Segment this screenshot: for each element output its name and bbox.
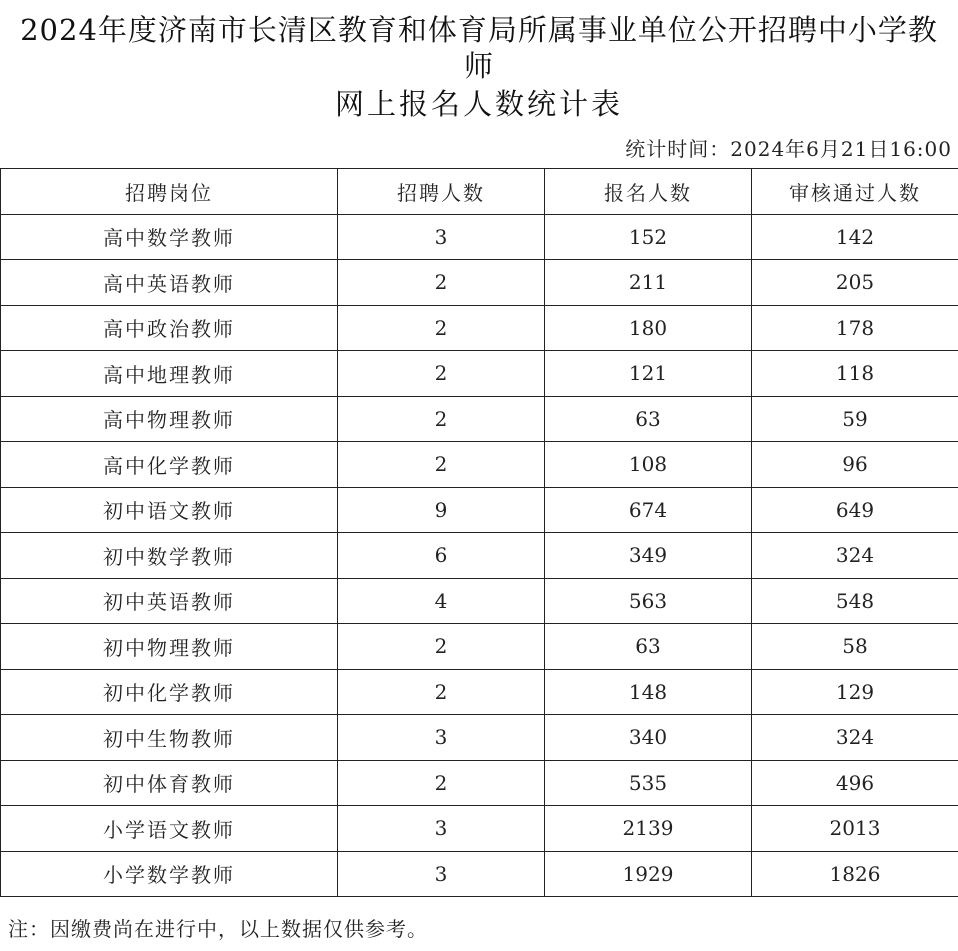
openings-cell: 2 [338,624,545,670]
applicants-cell: 152 [545,214,752,260]
applicants-cell: 535 [545,760,752,806]
position-cell: 小学数学教师 [1,851,338,897]
approved-cell: 178 [752,305,958,351]
applicants-cell: 63 [545,624,752,670]
applicants-cell: 148 [545,669,752,715]
approved-cell: 2013 [752,806,958,852]
openings-cell: 2 [338,351,545,397]
position-cell: 初中物理教师 [1,624,338,670]
openings-cell: 3 [338,851,545,897]
table-row [1,806,958,852]
header-approved: 审核通过人数 [752,169,958,215]
openings-cell: 3 [338,715,545,761]
header-openings: 招聘人数 [338,169,545,215]
position-cell: 高中地理教师 [1,351,338,397]
openings-cell: 2 [338,396,545,442]
approved-cell: 129 [752,669,958,715]
openings-cell: 2 [338,669,545,715]
table-row [1,305,958,351]
table-row [1,351,958,397]
approved-cell: 324 [752,715,958,761]
table-row [1,715,958,761]
position-cell: 初中化学教师 [1,669,338,715]
approved-cell: 1826 [752,851,958,897]
applicants-cell: 108 [545,442,752,488]
position-cell: 初中体育教师 [1,760,338,806]
position-cell: 高中政治教师 [1,305,338,351]
table-row [1,442,958,488]
table-row [1,669,958,715]
applicants-cell: 121 [545,351,752,397]
table-row [1,533,958,579]
position-cell: 高中物理教师 [1,396,338,442]
table-row [1,624,958,670]
openings-cell: 2 [338,260,545,306]
header-position: 招聘岗位 [1,169,338,215]
table-row [1,760,958,806]
position-cell: 高中英语教师 [1,260,338,306]
table-row [1,214,958,260]
position-cell: 初中英语教师 [1,578,338,624]
approved-cell: 496 [752,760,958,806]
openings-cell: 2 [338,442,545,488]
registration-statistics-table [0,168,958,897]
openings-cell: 2 [338,305,545,351]
table-row [1,487,958,533]
applicants-cell: 63 [545,396,752,442]
openings-cell: 3 [338,806,545,852]
position-cell: 高中数学教师 [1,214,338,260]
page-title-line-2: 师 [463,49,494,83]
position-cell: 初中数学教师 [1,533,338,579]
approved-cell: 118 [752,351,958,397]
approved-cell: 205 [752,260,958,306]
approved-cell: 649 [752,487,958,533]
openings-cell: 6 [338,533,545,579]
footnote: 注：因缴费尚在进行中，以上数据仅供参考。 [8,917,428,941]
openings-cell: 3 [338,214,545,260]
table-row [1,396,958,442]
applicants-cell: 340 [545,715,752,761]
table-header-row [1,169,958,215]
applicants-cell: 180 [545,305,752,351]
approved-cell: 96 [752,442,958,488]
approved-cell: 59 [752,396,958,442]
position-cell: 初中生物教师 [1,715,338,761]
applicants-cell: 674 [545,487,752,533]
openings-cell: 2 [338,760,545,806]
position-cell: 高中化学教师 [1,442,338,488]
approved-cell: 142 [752,214,958,260]
statistics-timestamp: 统计时间：2024年6月21日16:00 [625,137,952,161]
header-applicants: 报名人数 [545,169,752,215]
approved-cell: 548 [752,578,958,624]
position-cell: 小学语文教师 [1,806,338,852]
applicants-cell: 1929 [545,851,752,897]
page-subtitle: 网上报名人数统计表 [334,87,623,121]
approved-cell: 324 [752,533,958,579]
position-cell: 初中语文教师 [1,487,338,533]
table-row [1,578,958,624]
applicants-cell: 563 [545,578,752,624]
approved-cell: 58 [752,624,958,670]
openings-cell: 4 [338,578,545,624]
openings-cell: 9 [338,487,545,533]
table-body [1,214,958,897]
table-row [1,260,958,306]
applicants-cell: 349 [545,533,752,579]
table-row [1,851,958,897]
applicants-cell: 211 [545,260,752,306]
page-title-line-1: 2024年度济南市长清区教育和体育局所属事业单位公开招聘中小学教 [20,13,938,47]
applicants-cell: 2139 [545,806,752,852]
